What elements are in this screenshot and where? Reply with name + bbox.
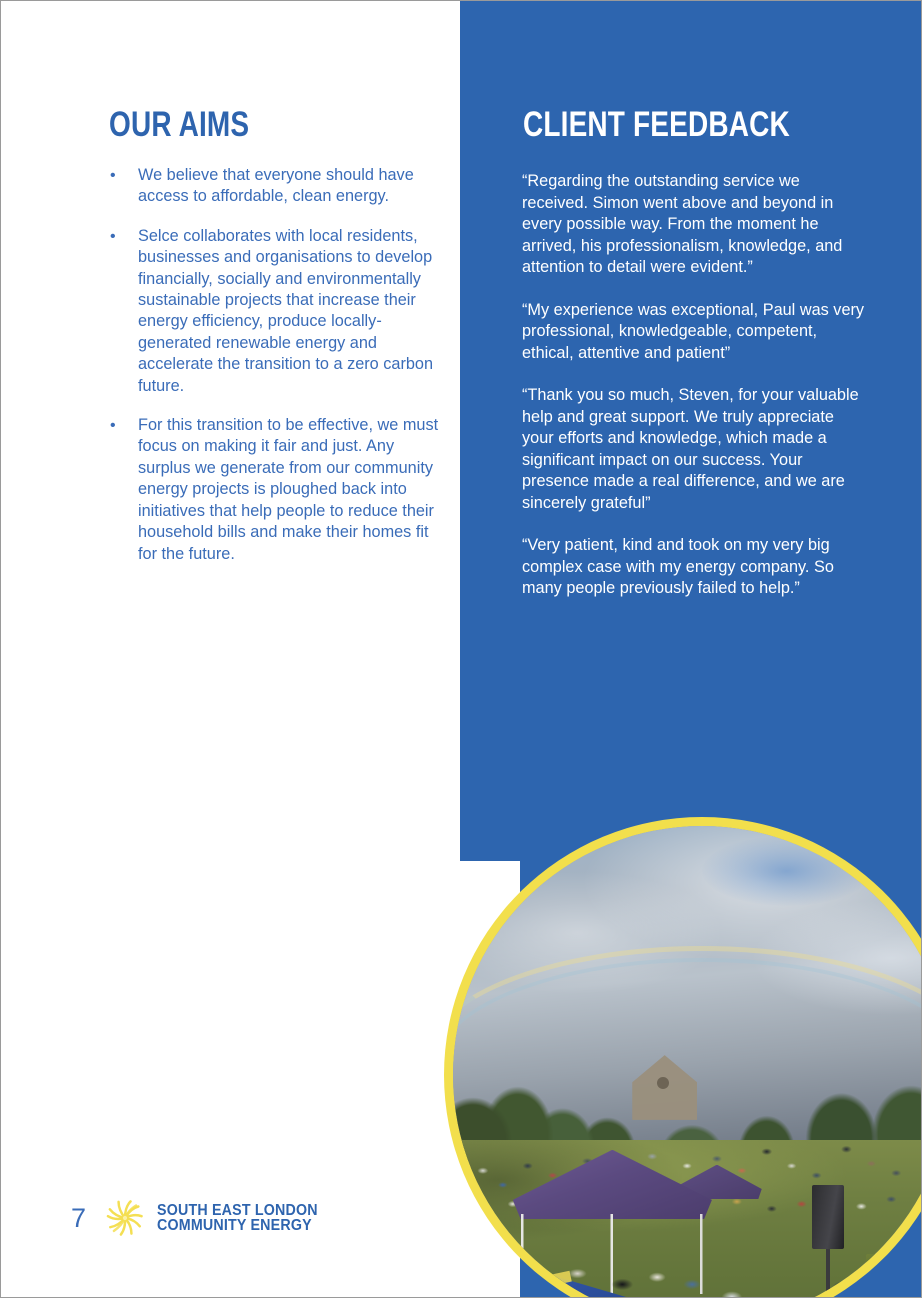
testimonial-quote: “Regarding the outstanding service we received. Simon went above and beyond in every possible way. From the moment he arrived, his professionalism, knowledge, and attention to detail were evident.” xyxy=(522,172,843,276)
list-item xyxy=(109,165,449,208)
bullet-icon: • xyxy=(110,227,116,245)
logo-wordmark xyxy=(157,1203,332,1234)
testimonial-quote: “Thank you so much, Steven, for your valuable help and great support. We truly appreciate your efforts and knowledge, which made a significant impact on our success. Your presence made a real difference, and we are sincerely grateful” xyxy=(522,386,859,512)
testimonial-quote: “Very patient, kind and took on my very big complex case with my energy company. So many people previously failed to help.” xyxy=(522,536,834,597)
testimonial-quote: “My experience was exceptional, Paul was very professional, knowledgeable, competent, ethical, attentive and patient” xyxy=(522,300,865,362)
page-title-our-aims: OUR AIMS xyxy=(109,105,250,144)
list-item xyxy=(109,226,449,397)
aim-text: Selce collaborates with local residents, businesses and organisations to develop financially, socially and environmentally sustainable projects that increase their energy efficiency, produce locally-generated renewable energy and accelerate the transition to a zero carbon future. xyxy=(138,226,434,395)
bullet-icon: • xyxy=(110,167,116,184)
list-item xyxy=(109,415,449,565)
bullet-icon: • xyxy=(110,417,116,435)
community-event-photo xyxy=(453,826,922,1298)
aims-list xyxy=(109,165,449,583)
section-title-client-feedback: CLIENT FEEDBACK xyxy=(523,105,790,144)
sunburst-icon xyxy=(102,1195,148,1241)
left-column xyxy=(1,1,460,1297)
logo-line-2: COMMUNITY ENERGY xyxy=(157,1217,312,1234)
photo-yellow-ring xyxy=(444,817,922,1298)
logo-line-1: SOUTH EAST LONDON xyxy=(157,1201,318,1219)
selce-logo xyxy=(102,1195,332,1241)
photo-sky-blue-patch xyxy=(702,836,871,906)
aim-text: We believe that everyone should have access to affordable, clean energy. xyxy=(138,166,414,206)
page-footer xyxy=(71,1195,332,1241)
testimonial-list xyxy=(522,171,867,621)
sunburst-center xyxy=(123,1216,127,1220)
page-number: 7 xyxy=(71,1202,87,1233)
aim-text: For this transition to be effective, we must focus on making it fair and just. Any surplus we generate from our community energy projects is ploughed back into initiatives that help people to reduce their household bills and make their homes fit for the future. xyxy=(138,416,439,563)
